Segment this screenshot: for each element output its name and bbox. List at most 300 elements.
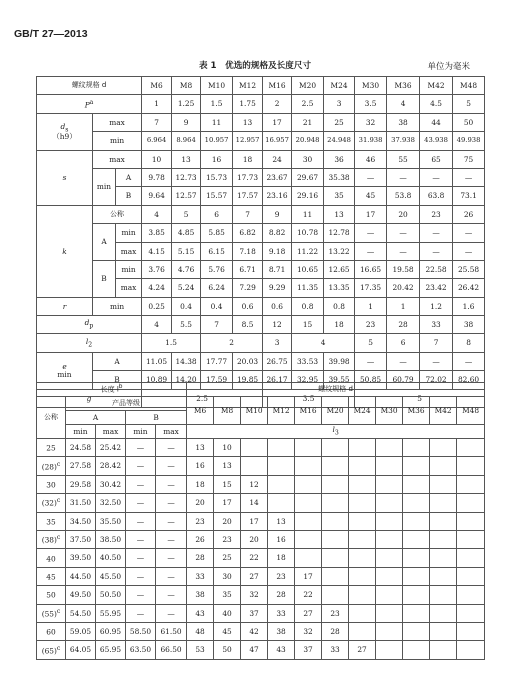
- e-a-row: [37, 352, 485, 370]
- nominal-length-cell: $(32)^c$: [37, 494, 66, 512]
- size-cell: M16: [263, 77, 292, 95]
- value-cell: 6.71: [233, 260, 263, 278]
- value-cell: 1.6: [453, 297, 485, 315]
- value-cell: 10.65: [292, 260, 324, 278]
- l3-cell: 30: [214, 567, 241, 585]
- l3-cell: 17: [295, 567, 322, 585]
- tolerance-cell: 66.50: [156, 641, 187, 659]
- empty-cell: [376, 567, 403, 585]
- value-cell: 9.78: [142, 168, 172, 186]
- k-a-min-row: [37, 224, 485, 242]
- value-cell: —: [355, 242, 387, 260]
- table-title: 表 1 优选的规格及长度尺寸: [198, 61, 312, 71]
- tolerance-cell: —: [156, 439, 187, 457]
- minmax-header-row: [37, 425, 485, 439]
- value-cell: 6.15: [201, 242, 233, 260]
- empty-cell: [349, 494, 376, 512]
- value-cell: 3.5: [263, 389, 355, 407]
- value-cell: —: [387, 168, 420, 186]
- tolerance-cell: —: [126, 549, 156, 567]
- empty-cell: [403, 586, 430, 604]
- min-label: min: [93, 132, 142, 150]
- value-cell: —: [420, 168, 453, 186]
- value-cell: 26.17: [263, 371, 292, 389]
- size-cell: M24: [349, 397, 376, 425]
- value-cell: 23.67: [263, 168, 292, 186]
- value-cell: 45: [355, 187, 387, 205]
- l3-cell: 20: [187, 494, 214, 512]
- size-cell: M12: [233, 77, 263, 95]
- pitch-cell: 1: [142, 95, 172, 113]
- value-cell: 23: [420, 205, 453, 223]
- value-cell: 23.16: [263, 187, 292, 205]
- empty-cell: [322, 567, 349, 585]
- empty-cell: [403, 512, 430, 530]
- tolerance-cell: 55.95: [96, 604, 126, 622]
- value-cell: 33: [420, 316, 453, 334]
- grade-a-label: A: [93, 352, 142, 370]
- empty-cell: [457, 530, 485, 548]
- l3-cell: 12: [241, 475, 268, 493]
- empty-cell: [457, 512, 485, 530]
- value-cell: 7.18: [233, 242, 263, 260]
- value-cell: 8.964: [172, 132, 201, 150]
- empty-cell: [349, 439, 376, 457]
- value-cell: —: [453, 242, 485, 260]
- nominal-length-cell: $(28)^c$: [37, 457, 66, 475]
- empty-cell: [349, 567, 376, 585]
- value-cell: 0.4: [201, 297, 233, 315]
- l3-cell: 16: [268, 530, 295, 548]
- empty-cell: [457, 439, 485, 457]
- length-row: [37, 622, 485, 640]
- value-cell: 6.24: [201, 279, 233, 297]
- value-cell: 50.85: [355, 371, 387, 389]
- value-cell: 7: [201, 316, 233, 334]
- l3-cell: 27: [241, 567, 268, 585]
- value-cell: 26: [453, 205, 485, 223]
- nominal-length-cell: 50: [37, 586, 66, 604]
- value-cell: 32: [355, 113, 387, 131]
- tolerance-cell: —: [156, 530, 187, 548]
- grade-b-label: B: [126, 411, 187, 425]
- empty-cell: [295, 549, 322, 567]
- value-cell: 17: [355, 205, 387, 223]
- thread-size-row: [37, 77, 485, 95]
- value-cell: 15.73: [201, 168, 233, 186]
- k-b-min-row: [37, 260, 485, 278]
- value-cell: —: [355, 224, 387, 242]
- empty-cell: [457, 549, 485, 567]
- value-cell: 3.76: [142, 260, 172, 278]
- tolerance-cell: —: [156, 457, 187, 475]
- k-nominal-row: [37, 205, 485, 223]
- min-label: min: [116, 224, 142, 242]
- grade-b-label: B: [116, 187, 142, 205]
- value-cell: 18: [233, 150, 263, 168]
- tolerance-cell: —: [126, 567, 156, 585]
- size-cell: M20: [292, 77, 324, 95]
- size-cell: M10: [201, 77, 233, 95]
- value-cell: 8.82: [263, 224, 292, 242]
- value-cell: 12.957: [233, 132, 263, 150]
- l3-cell: 25: [214, 549, 241, 567]
- value-cell: 23.42: [420, 279, 453, 297]
- min-label: min: [116, 260, 142, 278]
- value-cell: 25.58: [453, 260, 485, 278]
- value-cell: 19.85: [233, 371, 263, 389]
- value-cell: 3: [263, 334, 292, 352]
- value-cell: 0.8: [292, 297, 324, 315]
- value-cell: —: [387, 224, 420, 242]
- empty-cell: [376, 530, 403, 548]
- tolerance-cell: —: [156, 549, 187, 567]
- l3-cell: 20: [214, 512, 241, 530]
- value-cell: 13.35: [324, 279, 355, 297]
- value-cell: 11: [201, 113, 233, 131]
- value-cell: 9.64: [142, 187, 172, 205]
- empty-cell: [268, 439, 295, 457]
- value-cell: —: [453, 224, 485, 242]
- empty-cell: [430, 457, 457, 475]
- ds-max-row: [37, 113, 485, 131]
- l3-cell: 23: [187, 512, 214, 530]
- value-cell: 38: [453, 316, 485, 334]
- nominal-length-cell: 40: [37, 549, 66, 567]
- value-cell: 10.957: [201, 132, 233, 150]
- nominal-length-cell: 30: [37, 475, 66, 493]
- empty-cell: [295, 530, 322, 548]
- value-cell: 39.98: [324, 352, 355, 370]
- pitch-cell: 5: [453, 95, 485, 113]
- value-cell: 0.8: [324, 297, 355, 315]
- grade-a-label: A: [116, 168, 142, 186]
- value-cell: 65: [420, 150, 453, 168]
- value-cell: 11.35: [292, 279, 324, 297]
- value-cell: —: [387, 352, 420, 370]
- value-cell: 4.24: [142, 279, 172, 297]
- pitch-cell: 4: [387, 95, 420, 113]
- value-cell: 82.60: [453, 371, 485, 389]
- min-label: min: [93, 297, 142, 315]
- length-row: [37, 494, 485, 512]
- empty-cell: [430, 567, 457, 585]
- value-cell: 35: [324, 187, 355, 205]
- value-cell: 17.57: [233, 187, 263, 205]
- ds-label: $d_s$ （h9）: [37, 113, 93, 150]
- l3-cell: 48: [187, 622, 214, 640]
- empty-cell: [403, 494, 430, 512]
- thread-spec-label: 螺纹规格 d: [187, 383, 485, 397]
- value-cell: 36: [324, 150, 355, 168]
- tolerance-cell: 28.42: [96, 457, 126, 475]
- empty-cell: [457, 475, 485, 493]
- value-cell: 1.2: [420, 297, 453, 315]
- empty-cell: [295, 457, 322, 475]
- empty-cell: [295, 512, 322, 530]
- value-cell: 6.964: [142, 132, 172, 150]
- value-cell: 53.8: [387, 187, 420, 205]
- value-cell: 0.6: [263, 297, 292, 315]
- value-cell: —: [420, 352, 453, 370]
- value-cell: 55: [387, 150, 420, 168]
- tolerance-cell: 50.50: [96, 586, 126, 604]
- l3-label: $l_3$: [187, 425, 485, 439]
- length-table: [36, 382, 485, 660]
- l3-cell: 28: [187, 549, 214, 567]
- empty-cell: [457, 586, 485, 604]
- l3-cell: 22: [241, 549, 268, 567]
- value-cell: —: [355, 168, 387, 186]
- size-cell: M42: [430, 397, 457, 425]
- value-cell: 5: [355, 334, 387, 352]
- value-cell: 15: [292, 316, 324, 334]
- length-row: [37, 530, 485, 548]
- tolerance-cell: —: [126, 586, 156, 604]
- size-cell: M48: [457, 397, 485, 425]
- value-cell: 13: [324, 205, 355, 223]
- value-cell: 17: [263, 113, 292, 131]
- value-cell: 9.18: [263, 242, 292, 260]
- l3-cell: 15: [214, 475, 241, 493]
- l3-cell: 26: [187, 530, 214, 548]
- pitch-cell: 3: [324, 95, 355, 113]
- l3-cell: 53: [187, 641, 214, 659]
- tolerance-cell: 44.50: [66, 567, 96, 585]
- empty-cell: [457, 457, 485, 475]
- pitch-row: [37, 95, 485, 113]
- size-cell: M24: [324, 77, 355, 95]
- tolerance-cell: —: [156, 567, 187, 585]
- length-label: 长度 $l^b$: [37, 383, 187, 397]
- value-cell: 17.35: [355, 279, 387, 297]
- r-min-row: [37, 297, 485, 315]
- tolerance-cell: —: [156, 494, 187, 512]
- empty-cell: [457, 604, 485, 622]
- empty-cell: [268, 475, 295, 493]
- value-cell: 24.948: [324, 132, 355, 150]
- empty-cell: [349, 622, 376, 640]
- nominal-length-cell: $(55)^c$: [37, 604, 66, 622]
- empty-cell: [322, 549, 349, 567]
- grade-label: 产品等级: [66, 397, 187, 411]
- tolerance-cell: 30.42: [96, 475, 126, 493]
- value-cell: 46: [355, 150, 387, 168]
- value-cell: 5.24: [172, 279, 201, 297]
- empty-cell: [376, 494, 403, 512]
- tolerance-cell: —: [126, 512, 156, 530]
- empty-cell: [403, 475, 430, 493]
- empty-cell: [376, 475, 403, 493]
- value-cell: 10.78: [292, 224, 324, 242]
- tolerance-cell: 49.50: [66, 586, 96, 604]
- empty-cell: [349, 512, 376, 530]
- value-cell: 4: [292, 334, 355, 352]
- tolerance-cell: 29.58: [66, 475, 96, 493]
- length-row: [37, 567, 485, 585]
- l3-cell: 33: [322, 641, 349, 659]
- l3-cell: 23: [214, 530, 241, 548]
- value-cell: 13: [233, 113, 263, 131]
- max-label: max: [116, 242, 142, 260]
- tolerance-cell: —: [126, 475, 156, 493]
- tolerance-cell: 58.50: [126, 622, 156, 640]
- value-cell: 3.85: [142, 224, 172, 242]
- empty-cell: [430, 549, 457, 567]
- tolerance-cell: —: [126, 530, 156, 548]
- value-cell: 6: [387, 334, 420, 352]
- length-row: [37, 439, 485, 457]
- empty-cell: [295, 494, 322, 512]
- size-cell: M36: [403, 397, 430, 425]
- tolerance-cell: 31.50: [66, 494, 96, 512]
- l3-cell: 35: [214, 586, 241, 604]
- l3-cell: 18: [268, 549, 295, 567]
- value-cell: 35.38: [324, 168, 355, 186]
- value-cell: 12: [263, 316, 292, 334]
- value-cell: —: [387, 242, 420, 260]
- l3-cell: 13: [268, 512, 295, 530]
- s-min-a-row: [37, 168, 485, 186]
- value-cell: 2: [201, 334, 263, 352]
- value-cell: 11.05: [142, 352, 172, 370]
- pitch-cell: 2: [263, 95, 292, 113]
- value-cell: —: [453, 352, 485, 370]
- empty-cell: [430, 439, 457, 457]
- value-cell: 20: [387, 205, 420, 223]
- value-cell: 22.58: [420, 260, 453, 278]
- length-row: [37, 604, 485, 622]
- value-cell: 5: [355, 389, 485, 407]
- l3-cell: 47: [241, 641, 268, 659]
- empty-cell: [322, 530, 349, 548]
- size-cell: M6: [142, 77, 172, 95]
- l3-cell: 43: [187, 604, 214, 622]
- empty-cell: [403, 567, 430, 585]
- size-cell: M36: [387, 77, 420, 95]
- max-label: max: [116, 279, 142, 297]
- value-cell: 5.76: [201, 260, 233, 278]
- value-cell: 14.38: [172, 352, 201, 370]
- value-cell: 24: [263, 150, 292, 168]
- value-cell: 28: [387, 316, 420, 334]
- min-label: min: [66, 425, 96, 439]
- empty-cell: [457, 567, 485, 585]
- value-cell: 37.938: [387, 132, 420, 150]
- tolerance-cell: 63.50: [126, 641, 156, 659]
- value-cell: 9: [172, 113, 201, 131]
- value-cell: 23: [355, 316, 387, 334]
- l3-cell: 13: [187, 439, 214, 457]
- l3-cell: 20: [241, 530, 268, 548]
- value-cell: 4.15: [142, 242, 172, 260]
- l3-cell: 28: [322, 622, 349, 640]
- g-label: g: [37, 389, 142, 407]
- ds-min-row: [37, 132, 485, 150]
- value-cell: 38: [387, 113, 420, 131]
- value-cell: 13: [172, 150, 201, 168]
- value-cell: —: [420, 224, 453, 242]
- tolerance-cell: —: [156, 512, 187, 530]
- tolerance-cell: —: [126, 604, 156, 622]
- value-cell: 6.82: [233, 224, 263, 242]
- empty-cell: [349, 604, 376, 622]
- value-cell: 26.75: [263, 352, 292, 370]
- value-cell: 7: [233, 205, 263, 223]
- max-label: max: [156, 425, 187, 439]
- l3-cell: 38: [187, 586, 214, 604]
- tolerance-cell: 39.50: [66, 549, 96, 567]
- value-cell: 4.76: [172, 260, 201, 278]
- nominal-length-cell: 60: [37, 622, 66, 640]
- value-cell: 14.20: [172, 371, 201, 389]
- tolerance-cell: —: [126, 457, 156, 475]
- empty-cell: [376, 604, 403, 622]
- length-row: [37, 457, 485, 475]
- value-cell: 5.85: [201, 224, 233, 242]
- l3-cell: 27: [295, 604, 322, 622]
- length-row: [37, 641, 485, 659]
- length-row: [37, 512, 485, 530]
- l3-cell: 17: [241, 512, 268, 530]
- e-label: e min: [37, 352, 93, 389]
- empty-cell: [268, 457, 295, 475]
- value-cell: 11: [292, 205, 324, 223]
- empty-cell: [241, 457, 268, 475]
- l3-cell: 28: [268, 586, 295, 604]
- tolerance-cell: 54.50: [66, 604, 96, 622]
- empty-cell: [349, 457, 376, 475]
- value-cell: 49.938: [453, 132, 485, 150]
- value-cell: 25: [324, 113, 355, 131]
- size-cell: M12: [268, 397, 295, 425]
- length-row: [37, 549, 485, 567]
- tolerance-cell: 32.50: [96, 494, 126, 512]
- value-cell: 12.73: [172, 168, 201, 186]
- value-cell: 7.29: [233, 279, 263, 297]
- tolerance-cell: 45.50: [96, 567, 126, 585]
- empty-cell: [376, 549, 403, 567]
- empty-cell: [430, 586, 457, 604]
- value-cell: 19.58: [387, 260, 420, 278]
- nominal-length-cell: $(65)^c$: [37, 641, 66, 659]
- value-cell: 32.95: [292, 371, 324, 389]
- grade-b-label: B: [93, 260, 116, 297]
- tolerance-cell: 37.50: [66, 530, 96, 548]
- value-cell: 73.1: [453, 187, 485, 205]
- grade-header-row: [37, 397, 485, 411]
- standard-number: GB/T 27—2013: [14, 28, 88, 40]
- pitch-label: $P^a$: [37, 95, 142, 113]
- empty-cell: [322, 586, 349, 604]
- empty-cell: [322, 439, 349, 457]
- l3-cell: 45: [214, 622, 241, 640]
- value-cell: 0.4: [172, 297, 201, 315]
- value-cell: 20.948: [292, 132, 324, 150]
- value-cell: 15.57: [201, 187, 233, 205]
- s-label: s: [37, 150, 93, 205]
- min-label: min: [93, 168, 116, 205]
- empty-cell: [295, 439, 322, 457]
- value-cell: 17.77: [201, 352, 233, 370]
- value-cell: 16.957: [263, 132, 292, 150]
- length-header-row: [37, 383, 485, 397]
- empty-cell: [376, 622, 403, 640]
- empty-cell: [457, 641, 485, 659]
- l3-cell: 38: [268, 622, 295, 640]
- empty-cell: [349, 530, 376, 548]
- pitch-cell: 1.75: [233, 95, 263, 113]
